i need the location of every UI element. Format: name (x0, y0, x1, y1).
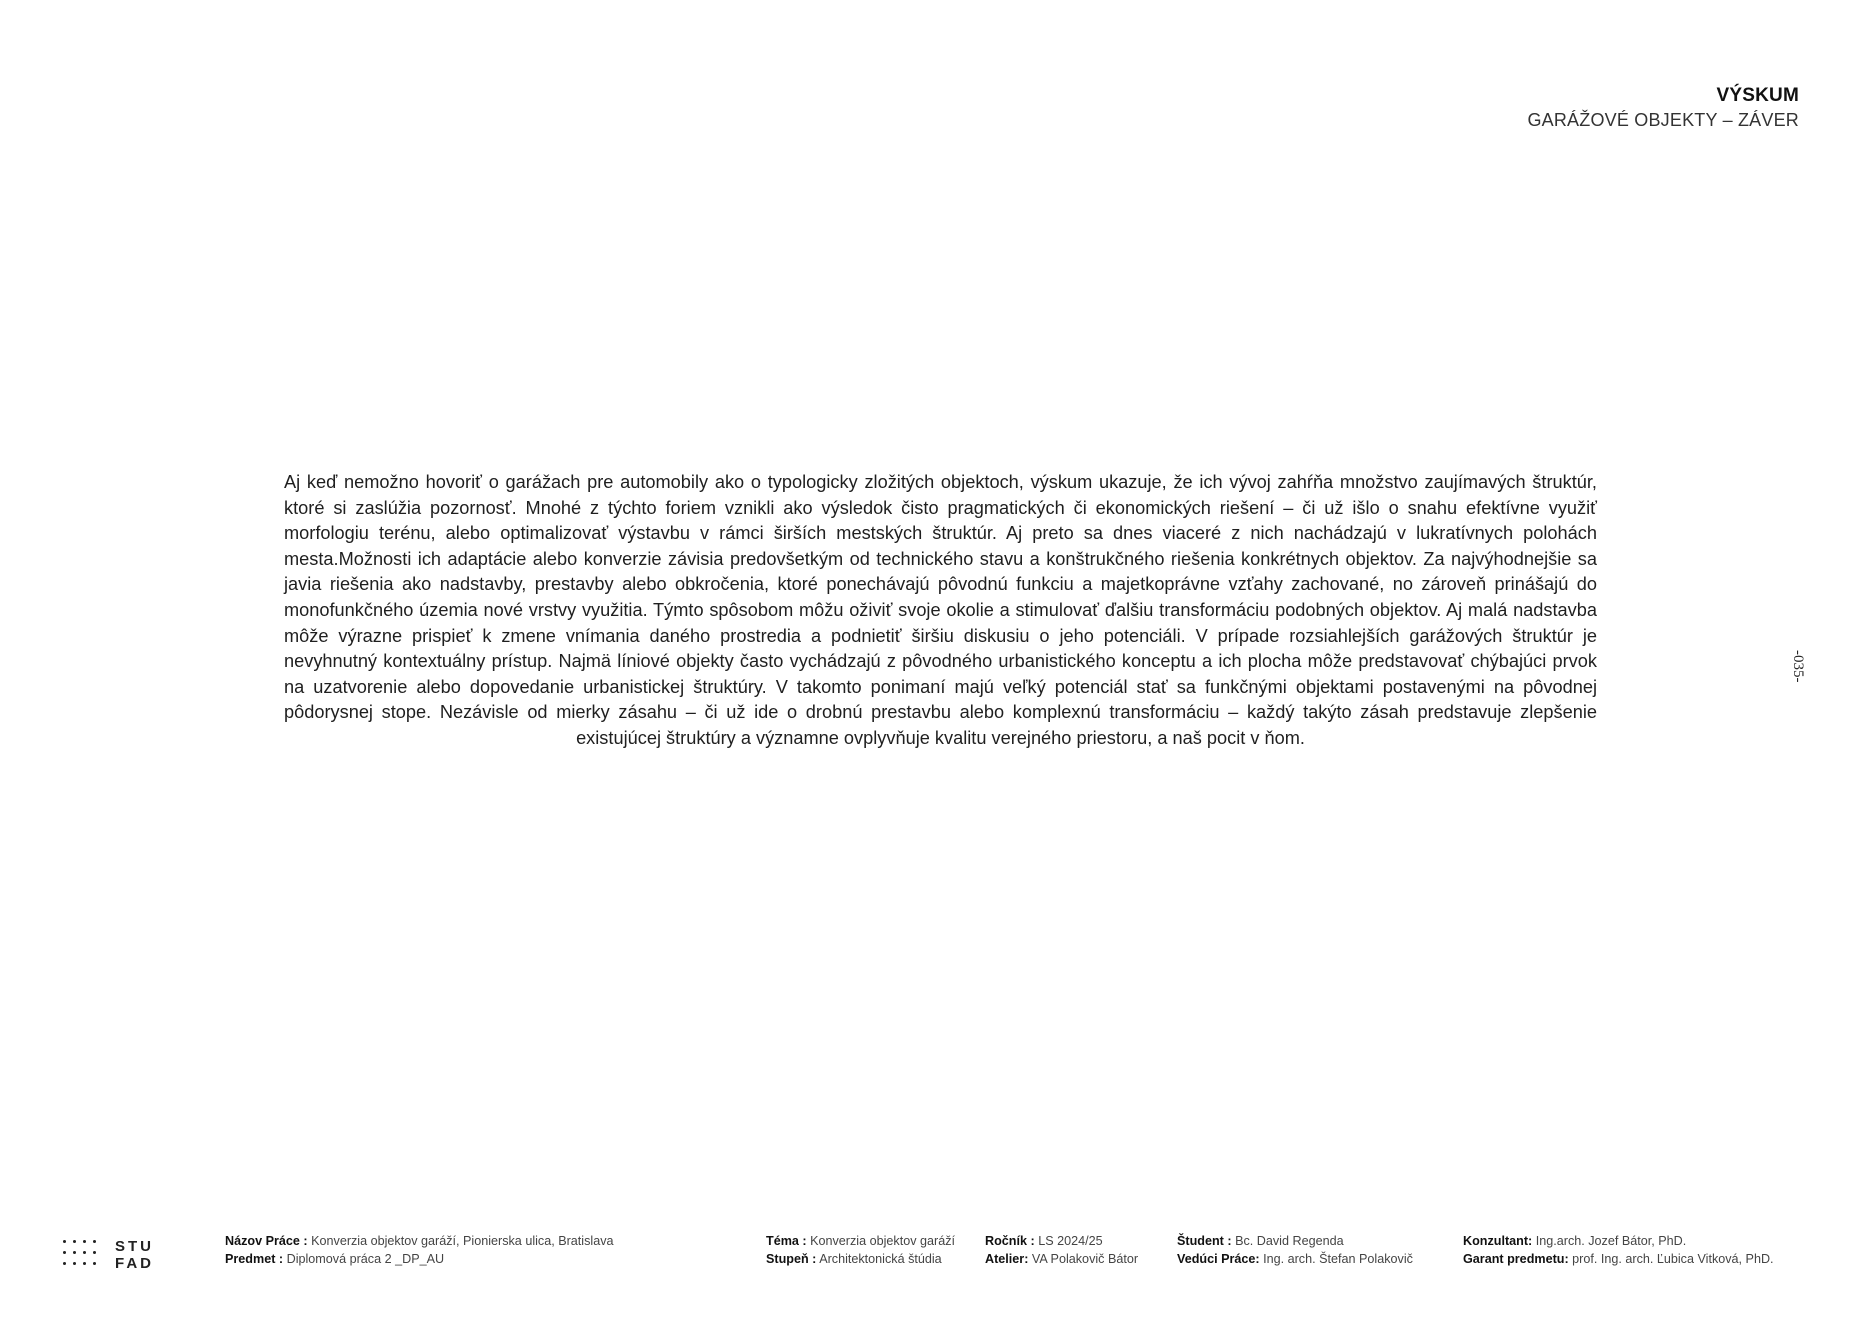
body-paragraph: Aj keď nemožno hovoriť o garážach pre automobily ako o typologicky zložitých objektoch, výskum ukazuje, že ich vývoj zahŕňa množstvo zaujímavých štruktúr, ktoré si zaslúžia pozornosť. Mnohé z týchto foriem vznikli ako výsledok čisto pragmatických či ekonomických riešení – či už išlo o snahu efektívne využiť morfologiu terénu, alebo optimalizovať výstavbu v rámci širších mestských štruktúr. Aj preto sa dnes viaceré z nich nachádzajú v lukratívnych polohách mesta.Možnosti ich adaptácie alebo konverzie závisia predovšetkým od technického stavu a konštrukčného riešenia konkrétnych objektov. Za najvýhodnejšie sa javia riešenia ako nadstavby, prestavby alebo obkročenia, ktoré ponechávajú pôvodnú funkciu a majetkoprávne vzťahy zachované, no zároveň prinášajú do monofunkčného územia nové vrstvy využitia. Týmto spôsobom môžu oživiť svoje okolie a stimulovať ďalšiu transformáciu podobných objektov. Aj malá nadstavba môže výrazne prispieť k zmene vnímania daného prostredia a podnietiť širšiu diskusiu o jeho potenciáli. V prípade rozsiahlejších garážových štruktúr je nevyhnutný kontextuálny prístup. Najmä líniové objekty často vychádzajú z pôvodného urbanistického konceptu a ich plocha môže predstavovať chýbajúci prvok na uzatvorenie alebo dopovedanie urbanistickej štruktúry. V takomto ponimaní majú veľký potenciál stať sa funkčnými objektami postavenými na pôvodnej pôdorysnej stope. Nezávisle od mierky zásahu – či už ide o drobnú prestavbu alebo komplexnú transformáciu – každý takýto zásah predstavuje zlepšenie existujúcej štruktúry a významne ovplyvňuje kvalitu verejného priestoru, a naš pocit v ňom. (284, 472, 1597, 748)
logo-line-1: STU (115, 1238, 154, 1255)
logo-dots-icon (63, 1240, 109, 1272)
footer (0, 1232, 1872, 1292)
predmet-label: Predmet : (225, 1252, 284, 1266)
footer-col-year (985, 1232, 1138, 1268)
stupen-value: Architektonická štúdia (819, 1252, 942, 1266)
tema-label: Téma : (766, 1234, 807, 1248)
page-number: -035- (1790, 650, 1806, 683)
veduci-value: Ing. arch. Štefan Polakovič (1263, 1252, 1413, 1266)
student-value: Bc. David Regenda (1235, 1234, 1344, 1248)
footer-col-student (1177, 1232, 1413, 1268)
logo-text (115, 1238, 154, 1272)
rocnik-value: LS 2024/25 (1038, 1234, 1103, 1248)
atelier-value: VA Polakovič Bátor (1031, 1252, 1139, 1266)
logo-line-2: FAD (115, 1255, 154, 1272)
section-title: VÝSKUM (1716, 85, 1799, 106)
footer-col-consultant (1463, 1232, 1774, 1268)
section-subtitle: GARÁŽOVÉ OBJEKTY – ZÁVER (1527, 110, 1799, 130)
stupen-label: Stupeň : (766, 1252, 817, 1266)
stu-fad-logo (63, 1238, 159, 1274)
tema-value: Konverzia objektov garáží (810, 1234, 956, 1248)
predmet-value: Diplomová práca 2 _DP_AU (286, 1252, 445, 1266)
student-label: Študent : (1177, 1234, 1232, 1248)
nazov-label: Názov Práce : (225, 1234, 308, 1248)
veduci-label: Vedúci Práce: (1177, 1252, 1260, 1266)
rocnik-label: Ročník : (985, 1234, 1035, 1248)
atelier-label: Atelier: (985, 1252, 1029, 1266)
nazov-value: Konverzia objektov garáží, Pionierska ulica, Bratislava (311, 1234, 614, 1248)
konzultant-label: Konzultant: (1463, 1234, 1533, 1248)
konzultant-value: Ing.arch. Jozef Bátor, PhD. (1535, 1234, 1687, 1248)
garant-label: Garant predmetu: (1463, 1252, 1569, 1266)
footer-col-work (225, 1232, 614, 1268)
page-header (1527, 84, 1799, 132)
garant-value: prof. Ing. arch. Ľubica Vitková, PhD. (1572, 1252, 1774, 1266)
footer-col-topic (766, 1232, 955, 1268)
